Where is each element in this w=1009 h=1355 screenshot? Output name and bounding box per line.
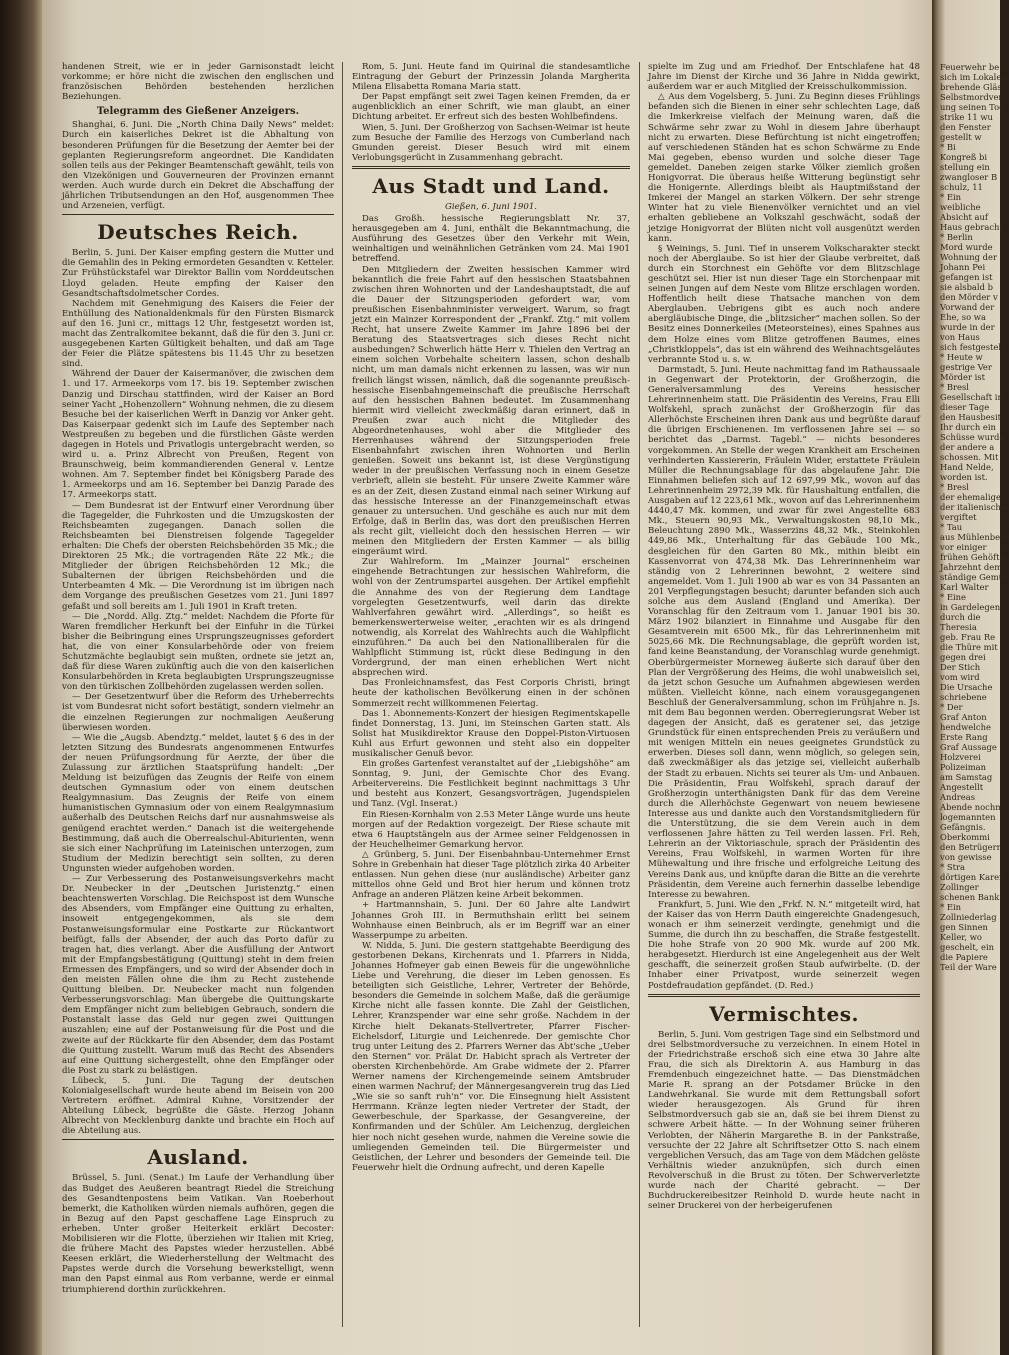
adjacent-page-line: aus Mühlenberg [940,532,1009,542]
article-paragraph: Während der Dauer der Kaisermanöver, die zwischen dem 1. und 17. Armeekorps vom 17. bis 19. September zwischen Danzig und Dirschau stattfinden, wird der Kaiser an Bord seiner Yacht „Hohenzollern“ Wohnung nehmen, die zu diesem Besuche bei der kaiserlichen Werft in Danzig vor Anker geht. Das Kaiserpaar gedenkt sich im Laufe des September nach Westpreußen zu begeben und die fürstlichen Gäste werden dagegen in Hotels und Privatlogis untergebracht werden, so wird u. a. Prinz Albrecht von Preußen, Regent von Braunschweig, beim kommandierenden General v. Lentze wohnen. Am 7. September findet bei Königsberg Parade des 1. Armeekorps und am 16. September bei Danzig Parade des 17. Armeekorps statt. [62,369,334,501]
article-paragraph: — Die „Nordd. Allg. Ztg.“ meldet: Nachdem die Pforte für Waren fremdlicher Herkunft bei der Einfuhr in die Türkei bisher die Beibringung eines Ursprungszeugnisses gefordert hat, die von einer Konsularbehörde oder von freiem Schutzmächte beglaubigt sein mußten, ordnete sie jetzt an, daß für diese Waren zukünftig auch die von den kaiserlichen Konsularbehörden in Kreta beglaubigten Ursprungszeugnisse von den türkischen Zollbehörden zugelassen werden sollen. [62,611,334,693]
adjacent-page-line: durch die [940,612,981,622]
adjacent-page-line: den Betrügern [940,842,1002,852]
adjacent-page-line: Graf Aussage [940,742,997,752]
adjacent-page-line: gegen drei [940,652,986,662]
section-heading-vermischtes: Vermischtes. [709,1001,859,1026]
column-rule [342,62,343,1327]
adjacent-page-line: geb. Frau Re [940,632,996,642]
column-2 [352,62,630,1327]
adjacent-page-line: * Ein [940,192,962,202]
adjacent-page-line: worden ist. [940,472,988,482]
article-paragraph: Den Mitgliedern der Zweiten hessischen Kammer wird bekanntlich die freie Fahrt auf den hessischen Staatsbahnen zwischen ihren Wohnorten und der Landeshauptstadt, die auf die Dauer der Sitzungsperioden gefordert war, vom preußischen Eisenbahnminister verweigert. Warum, so fragt jetzt ein Mainzer Korrespondent der „Frankf. Ztg.“ mit vollem Recht, hat unsere Zweite Kammer im Jahre 1896 bei der Beratung des Staatsvertrages sich dieses Recht nicht ausbedungen? Schwerlich hätte Herr v. Thielen den Vertrag an einem solchen Vorbehalte scheitern lassen, schon deshalb nicht, um man damals nicht erkennen zu lassen, was wir nun freilich längst wissen, nämlich, daß die sogenannte preußisch-hessische Eisenbahngemeinschaft die preußische Herrschaft auf den hessischen Bahnen bedeutet. Im Zusammenhang hiermit wird vielleicht zweckmäßig daran erinnert, daß in Preußen zwar auch nicht die Mitglieder des Abgeordnetenhauses, wohl aber die Mitglieder des Herrenhauses während der Sitzungsperioden freie Eisenbahnfahrt zwischen ihren Wohnorten und Berlin genießen. Soweit uns bekannt ist, ist diese Vergünstigung weder in der preußischen Verfassung noch in einem Gesetze verbrieft, allein sie besteht. Für unsere Zweite Kammer wäre es an der Zeit, diesen Zustand einmal nach seiner Wirkung auf das hessische Interesse an der Finanzgemeinschaft etwas genauer zu untersuchen. Und geschähe es auch nur mit dem Erfolge, daß in Berlin das, was dort den preußischen Herren als recht gilt, vielleicht doch den hessischen Herren — wir meinen den Mitgliedern der Ersten Kammer — als billig eingeräumt wird. [352,264,630,558]
article-paragraph: handenen Streit, wie er in jeder Garnisonstadt leicht vorkomme; er höre nicht die zwischen den englischen und französischen Behörden bestehenden herzlichen Beziehungen. [62,62,334,103]
adjacent-page-line: sie alsbald b [940,282,993,292]
adjacent-page-line: von Haus [940,332,980,342]
adjacent-page-line: Oberkommi [940,832,990,842]
adjacent-page-line: Angestellt [940,782,984,792]
adjacent-page-line: hendwelche [940,722,991,732]
adjacent-page-line: Johann Pei [940,262,986,272]
article-paragraph: Das Großh. hessische Regierungsblatt Nr. 37, herausgegeben am 4. Juni, enthält die Bekanntmachung, die Ausführung des Gesetzes über den Verkehr mit Wein, weinhaltigen und weinähnlichen Getränken vom 24. Mai 1901 betreffend. [352,214,630,265]
adjacent-page-line: der ehemalige [940,492,1001,502]
article-paragraph: Ein Riesen-Kornhalm von 2.53 Meter Länge wurde uns heute morgen auf der Redaktion vorgezeigt. Der Riese schaute mit etwa 6 Hauptstängeln aus der Armee seiner Feldgenossen in der Heuchelheimer Gemarkung hervor. [352,809,630,850]
adjacent-page-line: wurde in der [940,322,995,332]
adjacent-page-line: Ehe, so wa [940,312,986,322]
adjacent-page-line: in Gardelegen [940,602,1001,612]
article-paragraph: Frankfurt, 5. Juni. Wie den „Frkf. N. N.“ mitgeteilt wird, hat der Kaiser das von Herrn Dauth eingereichte Gnadengesuch, wonach er ihm seinerzeit verdingte, genehmigt und die Summe, die durch ihn zu beschaffen, die Straße festgestellt. Die hohe Strafe von 20 900 Mk. wurde auf 200 Mk. herabgesetzt. Hierdurch ist eine Angelegenheit aus der Welt geschafft, die seinerzeit großen Staub aufwirbelte. (D. der Inhaber einer Privatpost, wurde seinerzeit wegen Postdefraudation gepfändet. (D. Red.) [648,899,920,991]
adjacent-page-line: Der Stich [940,662,981,672]
adjacent-page-line: * Bresl [940,482,969,492]
divider [648,994,920,997]
divider [62,214,334,215]
section-heading-telegram: Telegramm des Gießener Anzeigers. [96,106,300,118]
adjacent-page-line: Theresia [940,622,977,632]
article-paragraph: △ Grünberg, 5. Juni. Der Eisenbahnbau-Unternehmer Ernst Sohre in Grebenhain hat dieser Tage plötzlich zirka 40 Arbeiter entlassen. Nun gehen diese (nur ausländische) Arbeiter ganz mittellos ohne Geld und Brot hier herum und können trotz Anfrage an anderen Plätzen keine Arbeit bekommen. [352,849,630,901]
adjacent-page-line: die Papiere [940,952,988,962]
adjacent-page-line: vor einiger [940,542,987,552]
adjacent-page-line: Karl Walter [940,582,989,592]
article-paragraph: Berlin, 5. Juni. Vom gestrigen Tage sind ein Selbstmord und drei Selbstmordversuche zu verzeichnen. In einem Hotel in der Friedrichstraße erschoß sich eine etwa 30 Jahre alte Frau, die sich als Direktorin A. aus Hamburg in das Fremdenbuch eingezeichnet hatte. — Das Dienstmädchen Marie R. sprang an der Potsdamer Brücke in den Landwehrkanal. Sie wurde mit dem Rettungsball sofort wieder herausgezogen. Als Grund für ihren Selbstmordversuch gab sie an, daß sie bei ihrem Dienst zu schwere Arbeit hätte. — In der Wohnung seiner früheren Verlobten, der Näherin Margarethe B. in der Pankstraße, versuchte der 22 Jahre alt Schriftsetzer Otto S. nach einem vergeblichen Versuch, das am Tage von dem Mädchen gelöste Verhältnis wieder anzuknüpfen, sich durch einen Revolverschuß in die Brust zu töten. Der Schwerverletzte wurde nach der Charité gebracht. — Der Buchdruckereibesitzer Reinhold D. wurde heute nacht in seiner Druckerei von der herbeigerufenen [648,1029,920,1212]
article-paragraph: Rom, 5. Juni. Heute fand im Quirinal die standesamtliche Eintragung der Geburt der Prinzessin Jolanda Margherita Milena Elisabetta Romana Maria statt. [352,62,630,93]
adjacent-page-line: Vorwand der [940,302,995,312]
adjacent-page-line: * Stra [940,862,965,872]
article-paragraph: Berlin, 5. Juni. Der Kaiser empfing gestern die Mutter und die Gemahlin des in Peking ermordeten Gesandten v. Ketteler. Zur Frühstückstafel war Direktor Ballin vom Norddeutschen Lloyd geladen. Heute empfing der Kaiser den Gesandtschaftsdolmetscher Cordes. [62,248,334,299]
article-paragraph: — Der Gesetzentwurf über die Reform des Urheberrechts ist vom Bundesrat nicht sofort bestätigt, sondern vielmehr an die einzelnen Regierungen zur nochmaligen Aeußerung überwiesen worden. [62,692,334,733]
adjacent-page-line: Abende nochm [940,802,1004,812]
adjacent-page-line: gestellt w [940,132,982,142]
column-3 [648,62,920,1327]
adjacent-page-line: am Samstag [940,772,993,782]
newspaper-page [42,0,932,1355]
adjacent-page-line: Absicht auf [940,212,988,222]
section-heading-ausland: Ausland. [147,1145,249,1170]
article-paragraph: Lübeck, 5. Juni. Die Tagung der deutschen Kolonialgesellschaft wurde heute abend im Beisein von 200 Vertretern eröffnet. Admiral Kuhne, Vorsitzender der Abteilung Lübeck, begrüßte die Gäste. Herzog Johann Albrecht von Mecklenburg dankte und brachte ein Hoch auf die Abteilung aus. [62,1075,334,1137]
adjacent-page-line: Schüsse wurde [940,432,1005,442]
adjacent-page-line: den Hausbesitz [940,412,1006,422]
adjacent-page-line: Holzverei [940,752,981,762]
adjacent-page-line: Zollniederlag [940,912,997,922]
article-paragraph: Wien, 5. Juni. Der Großherzog von Sachsen-Weimar ist heute zum Besuche der Familie des Herzogs von Cumberland nach Gmunden gereist. Dieser Besuch wird mit einem Verlobungsgerücht in Zusammenhang gebracht. [352,122,630,163]
article-paragraph: Das 1. Abonnements-Konzert der hiesigen Regimentskapelle findet Donnerstag, 13. Juni, im Steinschen Garten statt. Als Solist hat Musikdirektor Krause den Doppel-Piston-Virtuosen Kuhl aus Erfurt gewonnen und steht also ein doppelter musikalischer Genuß bevor. [352,708,630,759]
adjacent-page-line: Gefängnis. [940,822,986,832]
adjacent-page-line: den Fenster [940,122,991,132]
adjacent-page-line: Selbstmordvers [940,92,1007,102]
adjacent-page-line: vergiftet [940,512,977,522]
article-paragraph: + Hartmannshain, 5. Juni. Der 60 Jahre alte Landwirt Johannes Groh III. in Bermuthshain erlitt bei seinem Wohnhause einen Beinbruch, als er im Begriff war an einer Wasserpumpe zu arbeiten. [352,900,630,941]
adjacent-page-line: Feuerwehr be [940,62,1000,72]
adjacent-page-line: schriebene [940,692,987,702]
adjacent-page-line: dieser Tage [940,402,990,412]
adjacent-page-line: Mörder ist [940,372,985,382]
adjacent-page-line: zwangloser B [940,172,998,182]
article-paragraph: spielte im Zug und am Friedhof. Der Entschlafene hat 48 Jahre im Dienst der Kirche und 36 Jahre in Nidda gewirkt, außerdem war er auch Mitglied der Kreisschulkommission. [648,62,920,93]
article-paragraph: Der Papst empfängt seit zwei Tagen keinen Fremden, da er augenblicklich an einer Schrift, wie man glaubt, an einer Dichtung arbeitet. Er erfreut sich des besten Wohlbefindens. [352,92,630,123]
article-paragraph: — Dem Bundesrat ist der Entwurf einer Verordnung über die Tagegelder, die Fuhrkosten und die Umzugskosten der Reichsbeamten zugegangen. Danach sollen die Reichsbeamten bei Dienstreisen folgende Tagegelder erhalten: Die Chefs der obersten Reichsbehörden 35 Mk.; die Direktoren 25 Mk.; die vortragenden Räte 22 Mk.; die Mitglieder der übrigen Reichsbehörden 12 Mk.; die Subalternen der übrigen Reichsbehörden und die Unterbeamten 4 Mk. — Die Verordnung ist im übrigen nach dem Vorgange des preußischen Gesetzes vom 21. Juni 1897 gefaßt und soll bereits am 1. Juli 1901 in Kraft treten. [62,500,334,612]
adjacent-page-line: * Bi [940,142,956,152]
adjacent-page-line: der andere a [940,442,995,452]
adjacent-page-line: Mord wurde [940,242,993,252]
adjacent-page-line: * Ein [940,902,962,912]
adjacent-page-line: Polizeiman [940,762,987,772]
adjacent-page-line: schossen. Mit [940,452,999,462]
adjacent-page-line: * Tau [940,522,963,532]
adjacent-page-line: schenen Bank [940,892,1000,902]
adjacent-page-line: Zollinger [940,882,979,892]
article-paragraph: Shanghai, 6. Juni. Die „North China Daily News“ meldet: Durch ein kaiserliches Dekret ist die Abhaltung von besonderen Prüfungen für die Besetzung der Aemter bei der geplanten Regierungsreform angeordnet. Die Kandidaten sollen teils aus der Pekinger Beamtenschaft gewählt, teils von den Vizekönigen und Gouverneuren der Provinzen ernannt werden. Auch wurde durch ein Dekret die Abschaffung der jährlichen Tributsendungen an den Hof, ausgenommen Thee und Arzeneien, verfügt. [62,120,334,212]
adjacent-page-line: * Eine [940,592,966,602]
adjacent-page-line: Hand Nelde, [940,462,994,472]
adjacent-page-line: sich festgestellt [940,342,1008,352]
adjacent-page-line: Haus gebracht [940,222,1003,232]
adjacent-page-line: gefangen ist [940,272,993,282]
adjacent-page-line: schulz, 11 [940,182,983,192]
adjacent-page-line: * Bresl [940,382,969,392]
article-paragraph: Nachdem mit Genehmigung des Kaisers die Feier der Enthüllung des Nationaldenkmals für den Fürsten Bismarck auf den 16. Juni cr., mittags 12 Uhr, festgesetzt worden ist, macht das Zentralkomitee bekannt, daß die für den 3. Juni cr. ausgegebenen Karten Gültigkeit behalten, und daß am Tage der Feier die Plätze spätestens bis 11.45 Uhr zu besetzen sind. [62,298,334,370]
adjacent-page-line: Gesellschaft in [940,392,1003,402]
article-paragraph: § Weinings, 5. Juni. Tief in unserem Volkscharakter steckt noch der Aberglaube. So ist hier der Glaube verbreitet, daß durch ein Storchnest ein Gehöfte vor dem Blitzschlage geschützt sei. Hier ist nun dieser Tage ein Storchenpaar mit seinen Jungen auf dem Neste vom Blitze erschlagen worden. Hoffentlich heilt diese Thatsache manchen von dem Aberglauben. Uebrigens gibt es auch noch andere abergläubische Dinge, die „blitzsicher“ machen sollen. So der Besitz eines Donnerkeiles (Meteorsteines), eines Spahnes aus dem Holze eines vom Blitze getroffenen Baumes, eines „Christkloppels“, das ist ein während des Weihnachtsgeläutes verbrannte Stod u. s. w. [648,243,920,365]
adjacent-page-line: ung seinen Tod [940,102,1005,112]
adjacent-page-line: * Der [940,702,963,712]
adjacent-page-line: Die Ursache [940,682,993,692]
book-spine [0,0,42,1355]
section-heading-deutsches-reich: Deutsches Reich. [97,220,299,245]
adjacent-page-line: strike 11 wu [940,112,993,122]
adjacent-page-line: der italienische [940,502,1006,512]
adjacent-page-line: Jahrzehnt dem [940,562,1003,572]
adjacent-page-line: Andreas [940,792,976,802]
adjacent-page-line: Kongreß bi [940,152,988,162]
article-paragraph: Brüssel, 5. Juni. (Senat.) Im Laufe der Verhandlung über das Budget des Aeußeren beantragt Riedel die Streichung des Gesandtenpostens beim Vatikan. Van Roeberhout bemerkt, die Katholiken würden niemals aufhören, gegen die in Bezug auf den Papst geschaffene Lage Einspruch zu erheben. Unter großer Heiterkeit erklärt Decoster: Mobilisieren wir die Flotte, überziehen wir Italien mit Krieg, die frühere Macht des Papstes wieder herzustellen. Abbé Keesen erklärt, die Wiederherstellung der Weltmacht des Papstes werde durch die Vorsehung bewerkstelligt, wenn man den Papst einmal aus Rom verbanne, werde er einmal triumphierend dorthin zurückkehren. [62,1173,334,1295]
adjacent-page-line: den Mörder v [940,292,998,302]
adjacent-page-line: stellung ein [940,162,990,172]
adjacent-page-line: logemannten [940,812,996,822]
adjacent-page-edge [932,0,1009,1355]
article-paragraph: — Wie die „Augsb. Abendztg.“ meldet, lautet § 6 des in der letzten Sitzung des Bundesrats angenommenen Entwurfes der neuen Prüfungsordnung für Aerzte, der über die Zulassung zur ärztlichen Staatsprüfung handelt: „Der Meldung ist beizufügen das Zeugnis der Reife von einem deutschen Gymnasium oder von einem deutschen Realgymnasium. Das Zeugnis der Reife von einem humanistischen Gymnasium oder von einem Realgymnasium außerhalb des Deutschen Reichs darf nur ausnahmsweise als genügend erachtet werden.“ Danach ist die weitergehende Bestimmung, daß auch die Oberrealschul-Abiturienten, wenn sie sich einer Nachprüfung im Lateinischen unterzogen, zum Studium der Medizin berechtigt sein sollten, zu deren Ungunsten wieder aufgehoben worden. [62,732,334,874]
adjacent-page-line: sich im Lokalen [940,72,1007,82]
adjacent-page-line: frühen Gehöfte [940,552,1005,562]
article-paragraph: Ein großes Gartenfest veranstaltet auf der „Liebigshöhe“ am Sonntag, 9. Juni, der Gemischte Chor des Evang. Arbeitervereins. Die Festlichkeit beginnt nachmittags 3 Uhr und besteht aus Konzert, Gesangsvorträgen, Jugendspielen und Tanz. (Vgl. Inserat.) [352,759,630,810]
article-paragraph: Darmstadt, 5. Juni. Heute nachmittag fand im Rathaussaale in Gegenwart der Protektorin, der Großherzogin, die Generalversammlung des Vereins hessischer Lehrerinnenheim statt. Die Präsidentin des Vereins, Frau Elli Wolfskehl, sprach zunächst der Großherzogin für das Allerhöchste Erscheinen ihren Dank aus und begrüßte darauf die übrigen Erschienenen. Im verflossenen Jahre sei — so berichtet das „Darmst. Tagebl.“ — nichts besonderes vorgekommen. An Stelle der wegen Krankheit am Erscheinen verhinderten Kassiererin, Fräulein Wider, erstattete Fräulein Müller die Rechnungsablage für das abgelaufene Jahr. Die Einnahmen beliefen sich auf 12 697,99 Mk., wovon auf das Lehrerinnenheim 2972,39 Mk. für Haushaltung entfallen, die Ausgaben auf 12 223,61 Mk., wovon auf das Lehrerinnenheim 4440,47 Mk. kommen, und zwar für zwei Angestellte 683 Mk., Steuern 90,93 Mk., Verwaltungskosten 98,10 Mk., Beleuchtung 2890 Mk., Wasserzins 48,32 Mk., Steinkohlen 449,86 Mk., Unterhaltung für das Gebäude 100 Mk., desgleichen für den Garten 80 Mk., mithin bleibt ein Kassenvorrat von 474,38 Mk. Das Lehrerinnenheim war ständig von 2 Lehrerinnen bewohnt, 2 weitere sind angemeldet. Vom 1. Juli 1900 ab war es von 34 Passanten an 201 Verpflegungstagen besucht; darunter befanden sich auch solche aus dem Ausland (England und Amerika). Der Voranschlag für den Zeitraum vom 1. Januar 1901 bis 30. März 1902 bilanziert in Einnahme und Ausgabe für den Gesamtverein mit 6500 Mk., für das Lehrerinnenheim mit 5025,66 Mk. Die Rechnungsablage, die geprüft worden ist, fand keine Beanstandung, der Voranschlag wurde genehmigt. Oberbürgermeister Morneweg äußerte sich darauf über den Plan der Vergrößerung des Heims, die wohl unabweislich sei, da jetzt schon Gesuche um Aufnahmen abgewiesen werden müßten. Vielleicht könne, nach einem vorausgegangenen Beschluß der Generalversammlung, schon im Frühjahre n. Js. mit dem Bau begonnen werden. Oberregierungsrat Weber ist dagegen der Ansicht, daß es geratener sei, das jetzige Grundstück für einen entsprechenden Preis zu veräußern und mit wenigen Mitteln ein neues geeignetes Grundstück zu erwerben. Dieses soll dann, wenn möglich, so gelegen sein, daß zweckmäßiger als das jetzige sei, vielleicht außerhalb der Stadt zu erbauen. Nichts sei teurer als Um- und Anbauen. Die Präsidentin, Frau Wolfskehl, sprach darauf der Großherzogin unterthänigsten Dank für das dem Vereine durch die Allerhöchste Gegenwart von neuem bewiesene Interesse aus und dankte auch den Vorstandsmitgliedern für die Unterstützung, die sie dem Verein auch in dem verflossenen Jahre hätten zu Teil werden lassen. Frl. Reh, Lehrerin an der Viktoriaschule, sprach der Präsidentin des Vereins, Frau Wolfskehl, in warmen Worten für ihre Mühewaltung und ihre frische und erfolgreiche Leitung des Vereins Dank aus, und knüpfte daran die Bitte an die verehrte Präsidentin, dem Vereine auch fernerhin dasselbe lebendige Interesse zu bewahren. [648,364,920,900]
adjacent-page-line: Ihr durch ein [940,422,996,432]
adjacent-page-line: geschelt, ein [940,942,995,952]
adjacent-page-line: weibliche [940,202,981,212]
adjacent-page-line: dörtigen Karer [940,872,1004,882]
adjacent-page-line: brehende Gläs [940,82,1002,92]
divider [352,166,630,169]
adjacent-page-text [940,62,1009,1327]
adjacent-page-line: die Thüre mit [940,642,998,652]
column-rule [639,62,640,1327]
article-paragraph: W. Nidda, 5. Juni. Die gestern stattgehabte Beerdigung des gestorbenen Dekans, Kirchenrats und 1. Pfarrers in Nidda, Johannes Hofmeyer gab einen Beweis für die ungewöhnliche Liebe und Verehrung, die dieser im Leben genossen. Es beteiligten sich Geistliche, Lehrer, Vertreter der Behörde, besonders die Gemeinde in solchem Maße, daß die geräumige Kirche nicht alle fassen konnte. Die Zahl der Geistlichen, Lehrer, Kranzspender war eine sehr große. Nachdem in der Kirche hielt Dekanats-Stellvertreter, Pfarrer Fischer-Eichelsdorf, Liturgie und Leichenrede. Der gemischte Chor trug unter Leitung des 2. Pfarrers Werner das Abt'sche „Ueber den Sternen“ vor. Prälat Dr. Habicht sprach als Vertreter der obersten Kirchenbehörde. Am Grabe widmete der 2. Pfarrer Werner namens der Kirchengemeinde seinem Amtsbruder einen warmen Nachruf; der Männergesangverein trug das Lied „Wie sie so sanft ruh'n“ vor. Die Einsegnung hielt Assistent Herrmann. Kränze legten nieder Vertreter der Stadt, der Gewerbeschule, der Sparkasse, der Gesangvereine, der Konfirmanden und der Schüler. Am Leichenzug, dergleichen hier noch nicht gesehen wurde, nahmen die Vereine sowie die umliegenden Gemeinden teil. Die Bürgermeister und Geistlichen, der Lehrer und besonders der Gemeinde teil. Die Feuerwehr hielt die Ordnung aufrecht, und deren Kapelle [352,940,630,1173]
article-paragraph: Zur Wahlreform. Im „Mainzer Journal“ erscheinen eingehende Betrachtungen zur hessischen Wahlreform, die wohl von der Zentrumspartei ausgehen. Der Artikel empfiehlt die Annahme des von der Regierung dem Landtage vorgelegten Gesetzentwurfs, weil darin das direkte Wahlverfahren gewährt wird. „Allerdings“, so heißt es bemerkenswerterweise weiter, „erachten wir es als dringend notwendig, als Korrelat des Wahlrechts auch die Wahlpflicht einzuführen.“ Da auch bei den Nationalliberalen für die Wahlpflicht Stimmung ist, rückt diese Bedingung in den Vordergrund, der man einen erheblichen Wert nicht absprechen wird. [352,557,630,679]
divider [62,1139,334,1140]
article-paragraph: — Zur Verbesserung des Postanweisungsverkehrs macht Dr. Neubecker in der „Deutschen Juristenztg.“ einen beachtenswerten Vorschlag. Die Reichspost ist dem Wunsche des Absenders, vom Empfänger eine Quittung zu erhalten, insoweit entgegengekommen, als sie dem Postanweisungsformular eine Postkarte zur Rückantwort beifügt, falls der Absender, der auch das Porto dafür zu tragen hat, dies verlangt. Aber die Ausfüllung der Antwort mit der Empfangsbestätigung (Quittung) steht in dem freien Ermessen des Empfängers, und so wird der Absender doch in den meisten Fällen ohne die ihm zu Recht zustehende Quittung bleiben. Dr. Neubecker macht nun folgenden Verbesserungsvorschlag: Man übergebe die Quittungskarte dem Empfänger nicht zum beliebigen Gebrauch, sondern die Postanstalt lasse das Geld nur gegen zwei Quittungen auszahlen; eine auf der Postanweisung für die Post und die zweite auf der Rückkarte für den Absender, dem das Postamt die Quittung zustellt. Warum muß das Recht des Absenders auf eine Quittung sichergestellt, ohne den Empfänger oder die Post zu stark zu belästigen. [62,874,334,1076]
column-1 [62,62,334,1327]
adjacent-page-line: von gewisse [940,852,992,862]
dateline: Gießen, 6. Juni 1901. [444,201,538,212]
adjacent-page-line: Keller, wo [940,932,982,942]
adjacent-page-line: Graf Anton [940,712,987,722]
adjacent-page-line: * Heute w [940,352,983,362]
adjacent-page-line: ständige Gemüt [940,572,1008,582]
adjacent-page-line: vom wird [940,672,980,682]
adjacent-page-line: Wohnung der [940,252,998,262]
article-paragraph: △ Aus dem Vogelsberg, 5. Juni. Zu Beginn dieses Frühlings befanden sich die Bienen in einer sehr schlechten Lage, daß die Imkerkreise vielfach der Meinung waren, daß die Schwärme sehr zwar zu Wohl in diesem Jahre überhaupt nicht zu erwarten. Diese Befürchtung ist nicht eingetroffen; auf verschiedenen Ständen hat es schon Schwärme zu Ende Mai gegeben, ebenso wurden und solche dieser Tage gemeldet. Daneben zeigen starke Völker ziemlich großen Honigvorrat. Die überaus heiße Witterung begünstigt sehr die Honigernte. Allerdings bleibt als Hauptmißstand der Imkerei der Mangel an starken Völkern. Der sehr strenge Winter hat zu viele Bienenvölker vernichtet und an viel erhalten gebliebene an Volkszahl geschwächt, sodaß der jetzige Honigvorrat der Blüten nicht voll ausgenützt werden kann. [648,92,920,244]
adjacent-page-line: gen Sinnen [940,922,988,932]
section-heading-stadt-und-land: Aus Stadt und Land. [372,173,610,198]
adjacent-page-line: * Berlin [940,232,973,242]
article-paragraph: Das Fronleichnamsfest, das Fest Corporis Christi, bringt heute der katholischen Bevölkerung einen in der schönen Sommerzeit recht willkommenen Feiertag. [352,678,630,709]
adjacent-page-line: Erste Rang [940,732,988,742]
adjacent-page-line: gestrige Ver [940,362,992,372]
adjacent-page-line: Teil der Ware [940,962,997,972]
